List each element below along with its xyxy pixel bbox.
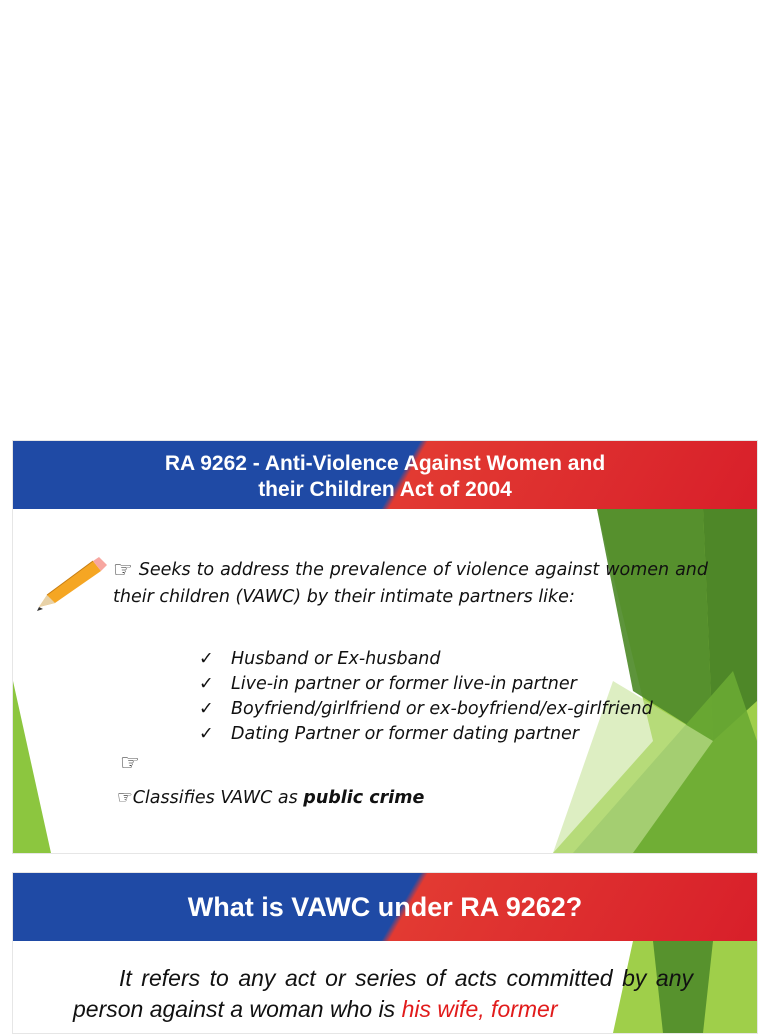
list-item: ✓ Live-in partner or former live-in partner	[199, 672, 719, 697]
slide-vawc-definition	[12, 872, 758, 1034]
intro-text: Seeks to address the prevalence of violence against women and their children (VAWC) by their intimate partners like:	[113, 560, 708, 607]
slide-title-bar	[13, 441, 757, 509]
pointing-hand-icon: ☞	[117, 788, 133, 808]
highlighted-text: his wife, former	[401, 996, 558, 1022]
classifies-line: ☞Classifies VAWC as public crime	[117, 788, 425, 808]
slide-title-line-2: their Children Act of 2004	[258, 478, 512, 501]
intro-paragraph	[113, 557, 708, 611]
slide-title-bar	[13, 873, 757, 941]
pencil-icon	[33, 555, 111, 615]
pointing-hand-icon: ☞	[120, 751, 140, 776]
partners-list	[199, 647, 719, 747]
pointing-hand-icon: ☞	[113, 558, 133, 583]
list-item: ✓ Dating Partner or former dating partner	[199, 722, 719, 747]
slide-title-line-1: RA 9262 - Anti-Violence Against Women and	[164, 452, 606, 475]
list-item: ✓ Boyfriend/girlfriend or ex-boyfriend/ex-girlfriend	[199, 697, 719, 722]
check-icon: ✓	[199, 699, 214, 719]
slide-title: What is VAWC under RA 9262?	[187, 892, 583, 922]
check-icon: ✓	[199, 724, 214, 744]
public-crime-label: public crime	[303, 788, 425, 808]
definition-paragraph: It refers to any act or series of acts committed by any person against a woman who is his wife, former	[73, 965, 693, 1022]
slide-ra9262-overview	[12, 440, 758, 854]
list-item: ✓ Husband or Ex-husband	[199, 647, 719, 672]
check-icon: ✓	[199, 674, 214, 694]
check-icon: ✓	[199, 649, 214, 669]
